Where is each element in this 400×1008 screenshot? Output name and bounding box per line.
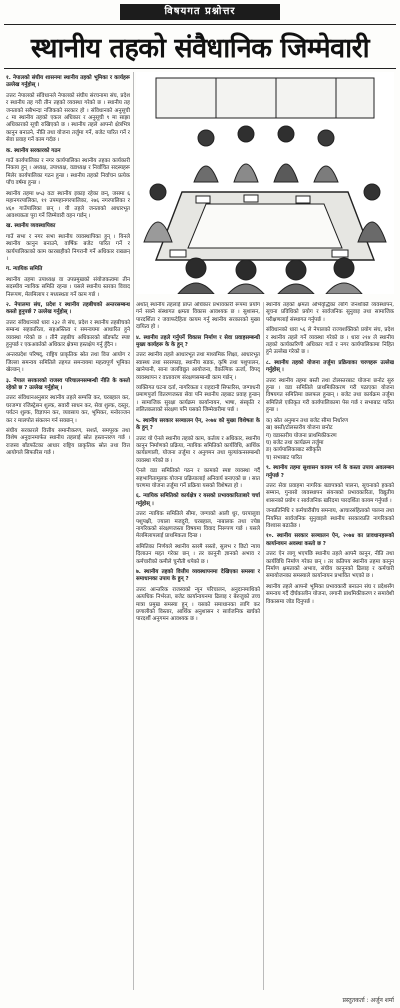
text-column-2 bbox=[136, 302, 260, 990]
paragraph: गाउँ कार्यपालिका र नगर कार्यपालिका स्थानीय तहका कार्यकारी निकाय हुन् । अध्यक्ष, उपाध्यक्ष, वडाध्यक्ष र निर्वाचित सदस्यहरू मिलेर कार्यपालिका गठन हुन्छ । स्थानीय तहको निर्वाचन प्रत्येक पाँच वर्षमा हुन्छ । bbox=[6, 158, 130, 187]
paragraph: उत्तरः यो ऐनले स्थानीय तहको काम, कर्तव्य र अधिकार, स्थानीय कानुन निर्माणको प्रक्रिया, न्यायिक समितिको कार्यविधि, आर्थिक कार्यप्रणाली, योजना तर्जुमा र अनुगमन तथा मूल्यांकनसम्बन्धी व्यवस्था गरेको छ । bbox=[136, 435, 260, 464]
paragraph: उत्तरः आन्तरिक राजस्वको न्यून परिचालन, अनुदानमाथिको अत्यधिक निर्भरता, बजेट कार्यान्वयनमा ढिलाइ र बेरुजुको उच्च मात्रा प्रमुख समस्या हुन् । यसको समाधानका लागि कर प्रणालीको विस्तार, आर्थिक अनुशासन र सार्वजनिक खर्चको पारदर्शी अनुगमन आवश्यक छ । bbox=[136, 586, 260, 623]
question-heading: २. नेपालमा संघ, प्रदेश र स्थानीय तहबीचको अन्तरसम्बन्ध कस्तो हुनुपर्छ ? उल्लेख गर्नुहोस् । bbox=[6, 301, 130, 316]
question-heading: ५. स्थानीय सरकार सञ्चालन ऐन, २०७४ को मुख्य विशेषता के के हुन् ? bbox=[136, 417, 260, 432]
paragraph: अन्तरप्रदेश परिषद्, राष्ट्रिय प्राकृतिक स्रोत तथा वित्त आयोग र जिल्ला समन्वय समितिले तहगत समन्वयमा महत्वपूर्ण भूमिका खेल्छन् । bbox=[6, 352, 130, 374]
text-column-1 bbox=[6, 72, 130, 990]
author-credit: प्रस्तुतकर्ता : अर्जुन शर्मा bbox=[342, 997, 394, 1004]
text-column-3 bbox=[266, 302, 394, 990]
sub-heading: ख. स्थानीय व्यवस्थापिका bbox=[6, 223, 56, 230]
paragraph: उत्तरः नेपालको संविधानले नेपालको संघीय संरचनामा संघ, प्रदेश र स्थानीय तह गरी तीन तहको व्यवस्था गरेको छ । स्थानीय तह जनताको सबैभन्दा नजिकको सरकार हो । संविधानको अनुसूची ८ मा स्थानीय तहको एकल अधिकार र अनुसूची ९ मा साझा अधिकारको सूची राखिएको छ । स्थानीय तहले आफ्नो क्षेत्रभित्र कानुन बनाउने, नीति तथा योजना तर्जुमा गर्ने, बजेट पारित गर्ने र सेवा प्रवाह गर्ने काम गर्दछ । bbox=[6, 92, 130, 144]
paragraph: स्थानीय तहमा उपाध्यक्ष वा उपप्रमुखको संयोजकत्वमा तीन सदस्यीय न्यायिक समिति रहन्छ । यसले स्थानीय स्तरका विवाद निरूपण, मेलमिलाप र मध्यस्थता गर्ने काम गर्छ । bbox=[6, 276, 130, 298]
sub-heading: ग. न्यायिक समिति bbox=[6, 266, 43, 273]
column-divider-1 bbox=[133, 72, 134, 990]
paragraph: समितिका निर्णयले स्थानीय स्तरमै सस्तो, सुलभ र छिटो न्याय दिलाउन मद्दत गरेका छन् । तर कानुनी ज्ञानको अभाव र कर्मचारीको कमीले चुनौती थपेको छ । bbox=[136, 543, 260, 565]
paragraph: संविधानको धारा ५६ ले नेपालको राज्यशक्तिको प्रयोग संघ, प्रदेश र स्थानीय तहले गर्ने व्यवस्था गरेको छ । धारा २१४ ले स्थानीय तहको कार्यकारिणी अधिकार गाउँ र नगर कार्यपालिकामा निहित हुने उल्लेख गरेको छ । bbox=[266, 327, 394, 356]
article-title: स्थानीय तहको संवैधानिक जिम्मेवारी bbox=[30, 33, 370, 64]
paragraph: स्थानीय तहको क्षमता अभिवृद्धिका लागि जनशक्ति व्यवस्थापन, सूचना प्रविधिको प्रयोग र सार्वजनिक सुनुवाइ तथा सामाजिक परीक्षणलाई संस्थागत गर्नुपर्छ । bbox=[266, 302, 394, 323]
sub-heading: क. स्थानीय सरकारको गठन bbox=[6, 147, 61, 154]
title-rule bbox=[4, 68, 396, 69]
question-heading: १०. स्थानीय सरकार सञ्चालन ऐन, २०७४ का प्रावधानहरूको कार्यान्वयन अवस्था कस्तो छ ? bbox=[266, 533, 394, 547]
top-rule bbox=[4, 24, 396, 25]
paragraph: ऐनले वडा समितिको गठन र कामको स्पष्ट व्यवस्था गर्दै सहभागितामूलक योजना प्रक्रियालाई अनिवार्य बनाएको छ । सात चरणमा योजना तर्जुमा गर्ने प्रक्रिया यसको विशेषता हो । bbox=[136, 468, 260, 489]
question-heading: ३. नेपाल सरकारको राजस्व परिचालनसम्बन्धी नीति के कस्तो रहेको छ ? उल्लेख गर्नुहोस् । bbox=[6, 377, 130, 392]
paragraph: स्थानीय तहमा ७५३ वटा स्थानीय इकाइ रहेका छन्, जसमा ६ महानगरपालिका, ११ उपमहानगरपालिका, २७६ नगरपालिका र ४६० गाउँपालिका छन् । यी तहले जनताको आधारभूत आवश्यकता पूरा गर्ने जिम्मेवारी वहन गर्छन् । bbox=[6, 190, 130, 219]
paragraph: उत्तरः स्थानीय तहमा बस्ती तथा टोलस्तरबाट योजना छनोट सुरु हुन्छ । वडा समितिले प्राथमिकीकरण गरी पठाएका योजना विषयगत समितिमा छलफल हुन्छन् । बजेट तथा कार्यक्रम तर्जुमा समितिले एकीकृत गरी कार्यपालिकामा पेस गर्छ र सभाबाट पारित हुन्छ । bbox=[266, 377, 394, 414]
paragraph: उत्तरः न्यायिक समितिले सीमा, जग्गाको आली धुर, घरपालुवा पशुपक्षी, ज्याला मजदुरी, घरबहाल, नाबालक तथा ज्येष्ठ नागरिकको संरक्षणजस्ता विषयमा विवाद निरूपण गर्छ । यसले मेलमिलापलाई प्राथमिकता दिन्छ । bbox=[136, 511, 260, 540]
paragraph: क) स्रोत अनुमान तथा बजेट सीमा निर्धारण ख) बस्ती/टोलस्तरीय योजना छनोट ग) वडास्तरीय योजना प्राथमिकीकरण घ) बजेट तथा कार्यक्रम तर्जुमा ङ) कार्यपालिकाबाट स्वीकृति च) सभाबाट पारित bbox=[266, 417, 348, 461]
paragraph: उत्तरः संविधानको धारा २३२ ले संघ, प्रदेश र स्थानीय तहबीचको सम्बन्ध सहकारिता, सहअस्तित्व र समन्वयमा आधारित हुने व्यवस्था गरेको छ । तीनै तहबीच अधिकारको बाँडफाँट स्पष्ट हुनुपर्छ र एकअर्काको अधिकार क्षेत्रमा हस्तक्षेप गर्नु हुँदैन । bbox=[6, 319, 130, 348]
paragraph: गाउँ सभा र नगर सभा स्थानीय व्यवस्थापिका हुन् । यिनले स्थानीय कानुन बनाउने, वार्षिक बजेट पारित गर्ने र कार्यपालिकाको काम कारबाहीको निगरानी गर्ने अधिकार राख्छन् । bbox=[6, 233, 130, 262]
meeting-illustration bbox=[136, 72, 394, 294]
question-heading: ६. न्यायिक समितिको कार्यक्षेत्र र यसको प्रभावकारिताबारे चर्चा गर्नुहोस् । bbox=[136, 493, 260, 507]
question-heading: १. नेपालको संघीय शासनमा स्थानीय तहको भूमिका र कार्यहरू उल्लेख गर्नुहोस् । bbox=[6, 75, 130, 89]
paragraph: उत्तरः ऐन लागू भएपछि स्थानीय तहले आफ्नै कानुन, नीति तथा कार्यविधि निर्माण गरेका छन् । तर कतिपय स्थानीय तहमा कानुन निर्माण क्षमताको अभाव, संघीय कानुनको ढिलाइ र कर्मचारी समायोजनका समस्याले कार्यान्वयन प्रभावित भएको छ । bbox=[266, 551, 394, 580]
illustration-svg bbox=[136, 72, 394, 294]
paragraph: उत्तरः स्थानीय तहले आधारभूत तथा माध्यमिक शिक्षा, आधारभूत स्वास्थ्य तथा सरसफाइ, स्थानीय सडक, कृषि तथा पशुपालन, खानेपानी, साना जलविद्युत आयोजना, वैकल्पिक ऊर्जा, विपद् व्यवस्थापन र वातावरण संरक्षणसम्बन्धी काम गर्छन् । bbox=[136, 352, 260, 381]
paragraph: उत्तरः सेवा प्रवाहमा नागरिक बडापत्रको पालना, सूचनाको हकको सम्मान, गुनासो व्यवस्थापन संयन्त्रको प्रभावकारिता, विद्युतीय शासनको प्रयोग र सार्वजनिक खरिदमा पारदर्शिता कायम गर्नुपर्छ । bbox=[266, 482, 394, 504]
paragraph: स्थानीय तहले आफ्नो भूमिका प्रभावकारी बनाउन संघ र प्रदेशसँग समन्वय गर्दै दीर्घकालीन योजना, लगानी प्राथमिकीकरण र समावेशी विकासमा जोड दिनुपर्छ । bbox=[266, 583, 394, 605]
paragraph: व्यक्तिगत घटना दर्ता, नागरिकता र राहदानी सिफारिस, जग्गाधनी प्रमाणपुर्जा वितरणजस्ता सेवा पनि स्थानीय तहबाट प्रवाह हुन्छन् । सामाजिक सुरक्षा कार्यक्रम कार्यान्वयन, भाषा, संस्कृति र ललितकलाको संरक्षण पनि यसको जिम्मेवारीमा पर्छ । bbox=[136, 385, 260, 414]
paragraph: जनप्रतिनिधि र कर्मचारीबीच समन्वय, आचारसंहिताको पालना तथा नियमित सार्वजनिक सुनुवाइले स्थानीय सरकारप्रति नागरिकको विश्वास बढाउँछ । bbox=[266, 508, 394, 529]
question-heading: ४. स्थानीय तहले गर्नुपर्ने विकास निर्माण र सेवा प्रवाहसम्बन्धी मुख्य कार्यहरू के के हुन् ? bbox=[136, 334, 260, 349]
question-heading: ९. स्थानीय तहमा सुशासन कायम गर्न के कस्ता उपाय अवलम्बन गर्नुपर्छ ? bbox=[266, 465, 394, 479]
paragraph: संघीय सरकारले वित्तीय समानीकरण, सशर्त, समपूरक तथा विशेष अनुदानमार्फत स्थानीय तहलाई स्रोत हस्तान्तरण गर्छ । राजस्व बाँडफाँटका आधार राष्ट्रिय प्राकृतिक स्रोत तथा वित्त आयोगले सिफारिस गर्छ । bbox=[6, 428, 130, 457]
paragraph: उत्तरः संविधानअनुसार स्थानीय तहले सम्पत्ति कर, घरबहाल कर, घरजग्गा रजिस्ट्रेसन शुल्क, सवारी साधन कर, सेवा शुल्क, दस्तुर, पर्यटन शुल्क, विज्ञापन कर, व्यवसाय कर, भूमिकर, मनोरञ्जन कर र मालपोत संकलन गर्न सक्छन् । bbox=[6, 395, 130, 424]
question-heading: ७. स्थानीय तहको वित्तीय व्यवस्थापनमा देखिएका समस्या र समाधानका उपाय के हुन् ? bbox=[136, 569, 260, 583]
section-label: विषयगत प्रश्नोत्तर bbox=[120, 4, 280, 20]
paragraph: अर्थात् स्थानीय तहलाई प्राप्त अधिकार प्रभावकारी रूपमा प्रयोग गर्न सक्ने संस्थागत क्षमता विकास आवश्यक छ । सुशासन, पारदर्शिता र जवाफदेहिता कायम गर्नु स्थानीय सरकारको मुख्य दायित्व हो । bbox=[136, 302, 260, 331]
column-divider-2 bbox=[263, 302, 264, 990]
question-heading: ८. स्थानीय तहको योजना तर्जुमा प्रक्रियाका चरणहरू उल्लेख गर्नुहोस् । bbox=[266, 359, 394, 374]
